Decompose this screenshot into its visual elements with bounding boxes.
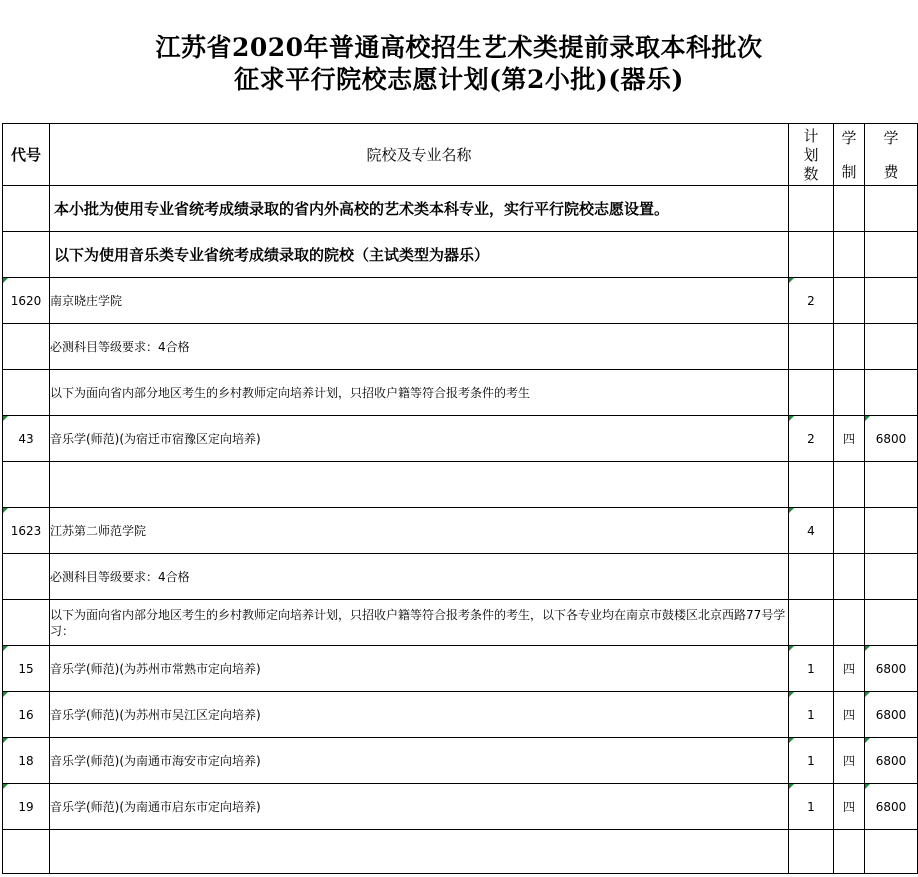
major-plan: 1: [789, 692, 834, 738]
document-title-line-2: 征求平行院校志愿计划(第2小批)(器乐): [234, 65, 684, 94]
empty-row: [3, 462, 918, 508]
header-plan-char: 划: [803, 145, 819, 164]
batch-note-row: [3, 186, 918, 232]
major-row: [3, 646, 918, 692]
subject-requirement: 必测科目等级要求：4合格: [50, 554, 789, 600]
header-plan: [789, 124, 834, 186]
school-note: 以下为面向省内部分地区考生的乡村教师定向培养计划，只招收户籍等符合报考条件的考生: [50, 370, 789, 416]
major-row: [3, 738, 918, 784]
batch-note: 以下为使用音乐类专业省统考成绩录取的院校（主试类型为器乐）: [50, 232, 789, 278]
major-fee: 6800: [865, 738, 918, 784]
subject-requirement: 必测科目等级要求：4合格: [50, 324, 789, 370]
major-fee: 6800: [865, 692, 918, 738]
major-name: 音乐学(师范)(为苏州市常熟市定向培养): [50, 646, 789, 692]
table-header-row: [3, 124, 918, 186]
major-plan: 1: [789, 646, 834, 692]
major-years: 四: [834, 646, 865, 692]
note-row: [3, 370, 918, 416]
major-fee: 6800: [865, 646, 918, 692]
major-name: 音乐学(师范)(为苏州市吴江区定向培养): [50, 692, 789, 738]
major-name: 音乐学(师范)(为南通市海安市定向培养): [50, 738, 789, 784]
header-years: [834, 124, 865, 186]
major-code: 43: [3, 416, 50, 462]
header-fee-char: 学: [883, 128, 899, 147]
school-plan: 2: [789, 278, 834, 324]
major-plan: 1: [789, 784, 834, 830]
school-row: [3, 278, 918, 324]
major-years: 四: [834, 738, 865, 784]
school-plan: 4: [789, 508, 834, 554]
document-title-line-1: 江苏省2020年普通高校招生艺术类提前录取本科批次: [155, 33, 763, 62]
major-fee: 6800: [865, 416, 918, 462]
school-name: 南京晓庄学院: [50, 278, 789, 324]
note-row: [3, 600, 918, 646]
major-name: 音乐学(师范)(为宿迁市宿豫区定向培养): [50, 416, 789, 462]
school-note: 以下为面向省内部分地区考生的乡村教师定向培养计划，只招收户籍等符合报考条件的考生，以下各专业均在南京市鼓楼区北京西路77号学习：: [50, 600, 789, 646]
header-name: 院校及专业名称: [50, 124, 789, 186]
header-fee: [865, 124, 918, 186]
major-name: 音乐学(师范)(为南通市启东市定向培养): [50, 784, 789, 830]
school-name: 江苏第二师范学院: [50, 508, 789, 554]
requirement-row: [3, 324, 918, 370]
major-code: 16: [3, 692, 50, 738]
batch-note-row: [3, 232, 918, 278]
plan-table: [2, 123, 918, 874]
major-fee: 6800: [865, 784, 918, 830]
major-code: 18: [3, 738, 50, 784]
major-row: [3, 692, 918, 738]
major-code: 19: [3, 784, 50, 830]
header-fee-char: 费: [883, 162, 899, 181]
batch-note: 本小批为使用专业省统考成绩录取的省内外高校的艺术类本科专业，实行平行院校志愿设置。: [50, 186, 789, 232]
major-plan: 1: [789, 738, 834, 784]
school-code: 1623: [3, 508, 50, 554]
major-years: 四: [834, 692, 865, 738]
major-row: [3, 784, 918, 830]
header-plan-char: 计: [803, 126, 819, 145]
school-code: 1620: [3, 278, 50, 324]
school-row: [3, 508, 918, 554]
header-years-char: 制: [841, 162, 857, 181]
header-plan-char: 数: [803, 164, 819, 183]
requirement-row: [3, 554, 918, 600]
major-years: 四: [834, 416, 865, 462]
major-plan: 2: [789, 416, 834, 462]
major-code: 15: [3, 646, 50, 692]
header-code: 代号: [3, 124, 50, 186]
major-years: 四: [834, 784, 865, 830]
empty-row: [3, 830, 918, 874]
header-years-char: 学: [841, 128, 857, 147]
major-row: [3, 416, 918, 462]
